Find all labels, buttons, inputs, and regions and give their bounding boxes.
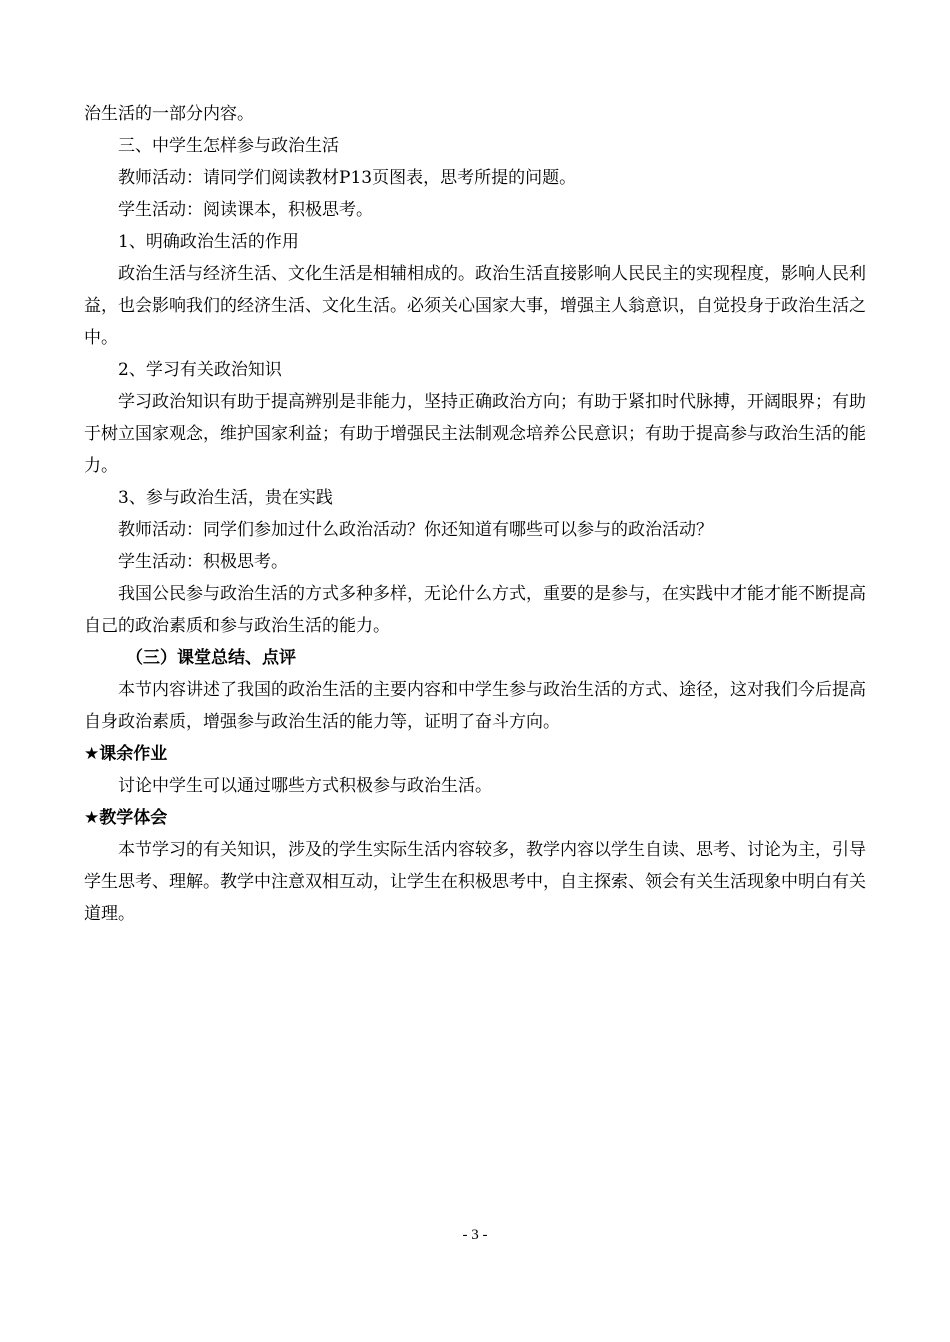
- text-line: 治生活的一部分内容。: [84, 104, 254, 124]
- subsection-heading: 1、明确政治生活的作用: [118, 232, 299, 252]
- paragraph: 我国公民参与政治生活的方式多种多样，无论什么方式，重要的是参与，在实践中才能才能不断提高自己的政治素质和参与政治生活的能力。: [84, 584, 866, 636]
- text-line: 教师活动：请同学们阅读教材P13页图表，思考所提的问题。: [118, 168, 577, 188]
- section-heading-bold: （三）课堂总结、点评: [126, 648, 296, 668]
- paragraph: 学习政治知识有助于提高辨别是非能力，坚持正确政治方向；有助于紧扣时代脉搏，开阔眼界；有助于树立国家观念，维护国家利益；有助于增强民主法制观念培养公民意识；有助于提高参与政治生活的能力。: [84, 392, 866, 476]
- subsection-heading: 3、参与政治生活，贵在实践: [118, 488, 333, 508]
- paragraph: 政治生活与经济生活、文化生活是相辅相成的。政治生活直接影响人民民主的实现程度，影响人民利益，也会影响我们的经济生活、文化生活。必须关心国家大事，增强主人翁意识，自觉投身于政治生活之中。: [84, 264, 866, 348]
- subsection-heading: 2、学习有关政治知识: [118, 360, 282, 380]
- homework-heading: ★课余作业: [84, 744, 168, 764]
- paragraph: 本节学习的有关知识，涉及的学生实际生活内容较多，教学内容以学生自读、思考、讨论为主，引导学生思考、理解。教学中注意双相互动，让学生在积极思考中，自主探索、领会有关生活现象中明白有关道理。: [84, 840, 866, 924]
- reflection-heading: ★教学体会: [84, 808, 168, 828]
- document-body: [84, 98, 866, 930]
- page-number: - 3 -: [462, 1227, 488, 1243]
- text-line: 学生活动：阅读课本，积极思考。: [118, 200, 373, 220]
- text-line: 讨论中学生可以通过哪些方式积极参与政治生活。: [118, 776, 492, 796]
- text-line: 教师活动：同学们参加过什么政治活动？你还知道有哪些可以参与的政治活动？: [118, 520, 713, 540]
- paragraph: 本节内容讲述了我国的政治生活的主要内容和中学生参与政治生活的方式、途径，这对我们今后提高自身政治素质，增强参与政治生活的能力等，证明了奋斗方向。: [84, 680, 866, 732]
- section-heading: 三、中学生怎样参与政治生活: [118, 136, 339, 156]
- text-line: 学生活动：积极思考。: [118, 552, 288, 572]
